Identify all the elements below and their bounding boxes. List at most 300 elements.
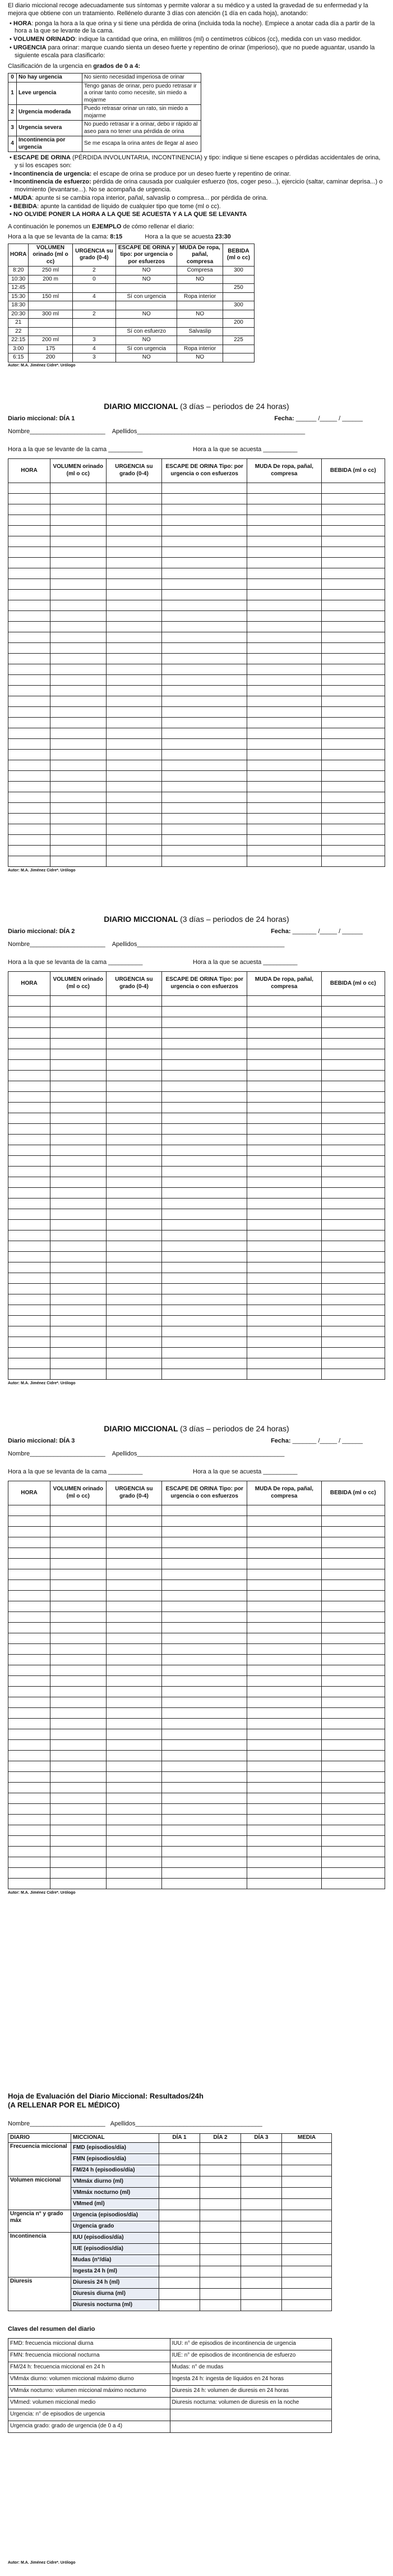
diary-cell[interactable] [162,1081,247,1091]
diary-cell[interactable] [321,621,385,632]
evaluation-cell[interactable] [282,2277,332,2288]
diary-cell[interactable] [162,504,247,515]
diary-cell[interactable] [8,738,50,749]
diary-cell[interactable] [321,1537,385,1548]
diary-cell[interactable] [162,589,247,600]
diary-cell[interactable] [247,1622,322,1633]
diary-cell[interactable] [247,1526,322,1537]
diary-cell[interactable] [247,642,322,653]
diary-cell[interactable] [162,1145,247,1155]
diary-cell[interactable] [106,1113,162,1123]
diary-cell[interactable] [321,1675,385,1686]
diary-cell[interactable] [50,1686,106,1697]
diary-cell[interactable] [50,1123,106,1134]
diary-cell[interactable] [162,995,247,1006]
diary-cell[interactable] [8,547,50,557]
diary-cell[interactable] [162,1782,247,1793]
diary-cell[interactable] [321,845,385,856]
diary-cell[interactable] [8,1358,50,1369]
diary-cell[interactable] [8,1729,50,1739]
diary-cell[interactable] [50,504,106,515]
diary-cell[interactable] [106,770,162,781]
diary-cell[interactable] [8,1230,50,1241]
diary-cell[interactable] [50,1878,106,1889]
diary-cell[interactable] [106,1516,162,1526]
diary-cell[interactable] [50,1283,106,1294]
diary-cell[interactable] [321,1358,385,1369]
diary-cell[interactable] [162,1867,247,1878]
diary-cell[interactable] [8,1326,50,1337]
diary-cell[interactable] [321,1049,385,1059]
diary-cell[interactable] [321,547,385,557]
diary-cell[interactable] [106,1305,162,1315]
diary-cell[interactable] [321,1739,385,1750]
evaluation-cell[interactable] [282,2221,332,2232]
diary-cell[interactable] [8,589,50,600]
diary-cell[interactable] [247,1315,322,1326]
diary-cell[interactable] [106,1675,162,1686]
evaluation-cell[interactable] [159,2142,200,2153]
diary-cell[interactable] [8,568,50,578]
evaluation-cell[interactable] [241,2243,282,2254]
diary-cell[interactable] [247,1283,322,1294]
diary-cell[interactable] [50,1305,106,1315]
diary-cell[interactable] [162,1326,247,1337]
diary-cell[interactable] [50,1145,106,1155]
evaluation-cell[interactable] [159,2210,200,2221]
diary-cell[interactable] [8,1241,50,1251]
diary-cell[interactable] [8,1155,50,1166]
diary-cell[interactable] [162,1241,247,1251]
diary-cell[interactable] [50,1049,106,1059]
date-field[interactable]: _______ /_____ / ______ [292,927,363,935]
diary-cell[interactable] [162,1166,247,1177]
diary-cell[interactable] [106,995,162,1006]
diary-cell[interactable] [247,1633,322,1643]
diary-cell[interactable] [50,1358,106,1369]
diary-cell[interactable] [8,1665,50,1675]
diary-cell[interactable] [8,1145,50,1155]
diary-cell[interactable] [50,1761,106,1771]
diary-cell[interactable] [50,834,106,845]
diary-cell[interactable] [162,515,247,525]
diary-cell[interactable] [247,1049,322,1059]
diary-cell[interactable] [50,1294,106,1305]
diary-cell[interactable] [247,1091,322,1102]
diary-cell[interactable] [8,1315,50,1326]
diary-cell[interactable] [247,1230,322,1241]
diary-cell[interactable] [106,1601,162,1611]
diary-cell[interactable] [8,1569,50,1579]
evaluation-cell[interactable] [241,2254,282,2266]
diary-cell[interactable] [247,1155,322,1166]
diary-cell[interactable] [162,1654,247,1665]
diary-cell[interactable] [106,1611,162,1622]
diary-cell[interactable] [321,1102,385,1113]
evaluation-cell[interactable] [200,2266,241,2277]
diary-cell[interactable] [8,1209,50,1219]
diary-cell[interactable] [247,1038,322,1049]
diary-cell[interactable] [106,1145,162,1155]
diary-cell[interactable] [162,781,247,792]
diary-cell[interactable] [162,1643,247,1654]
diary-cell[interactable] [106,1718,162,1729]
diary-cell[interactable] [247,1643,322,1654]
diary-cell[interactable] [247,1825,322,1835]
diary-cell[interactable] [50,1739,106,1750]
diary-cell[interactable] [162,1251,247,1262]
diary-cell[interactable] [321,738,385,749]
diary-cell[interactable] [321,813,385,824]
diary-cell[interactable] [8,1590,50,1601]
diary-cell[interactable] [162,1283,247,1294]
diary-cell[interactable] [247,1516,322,1526]
diary-cell[interactable] [162,1814,247,1825]
diary-cell[interactable] [162,1622,247,1633]
diary-cell[interactable] [247,1177,322,1187]
diary-cell[interactable] [8,525,50,536]
diary-cell[interactable] [247,1686,322,1697]
diary-cell[interactable] [106,685,162,696]
diary-cell[interactable] [247,1059,322,1070]
diary-cell[interactable] [162,856,247,866]
diary-cell[interactable] [321,1526,385,1537]
diary-cell[interactable] [247,792,322,802]
diary-cell[interactable] [162,1526,247,1537]
diary-cell[interactable] [321,557,385,568]
diary-cell[interactable] [106,834,162,845]
diary-cell[interactable] [162,1358,247,1369]
diary-cell[interactable] [162,802,247,813]
evaluation-cell[interactable] [241,2299,282,2311]
diary-cell[interactable] [162,1729,247,1739]
diary-cell[interactable] [106,781,162,792]
diary-cell[interactable] [247,760,322,770]
diary-cell[interactable] [247,1006,322,1017]
diary-cell[interactable] [50,1622,106,1633]
diary-cell[interactable] [8,1505,50,1516]
diary-cell[interactable] [106,706,162,717]
diary-cell[interactable] [247,685,322,696]
diary-cell[interactable] [321,1643,385,1654]
diary-cell[interactable] [162,547,247,557]
diary-cell[interactable] [50,515,106,525]
diary-cell[interactable] [50,1326,106,1337]
diary-cell[interactable] [50,1601,106,1611]
diary-cell[interactable] [8,1782,50,1793]
diary-cell[interactable] [106,1665,162,1675]
diary-cell[interactable] [162,1219,247,1230]
evaluation-cell[interactable] [200,2277,241,2288]
diary-cell[interactable] [247,834,322,845]
diary-cell[interactable] [106,1326,162,1337]
diary-cell[interactable] [8,1166,50,1177]
diary-cell[interactable] [247,802,322,813]
diary-cell[interactable] [321,1166,385,1177]
diary-cell[interactable] [247,1273,322,1283]
diary-cell[interactable] [106,653,162,664]
diary-cell[interactable] [162,1548,247,1558]
diary-cell[interactable] [8,1187,50,1198]
diary-cell[interactable] [50,1369,106,1379]
diary-cell[interactable] [247,632,322,642]
diary-cell[interactable] [8,1558,50,1569]
diary-cell[interactable] [50,1091,106,1102]
diary-cell[interactable] [247,1241,322,1251]
diary-cell[interactable] [50,1654,106,1665]
diary-cell[interactable] [162,1793,247,1803]
evaluation-cell[interactable] [282,2210,332,2221]
diary-cell[interactable] [50,1771,106,1782]
diary-cell[interactable] [321,1611,385,1622]
diary-cell[interactable] [8,1038,50,1049]
diary-cell[interactable] [8,664,50,674]
evaluation-cell[interactable] [282,2299,332,2311]
evaluation-cell[interactable] [200,2187,241,2198]
diary-cell[interactable] [162,1739,247,1750]
diary-cell[interactable] [321,1878,385,1889]
diary-cell[interactable] [106,1867,162,1878]
diary-cell[interactable] [247,1697,322,1707]
diary-cell[interactable] [162,1835,247,1846]
evaluation-cell[interactable] [282,2254,332,2266]
diary-cell[interactable] [50,1814,106,1825]
diary-cell[interactable] [8,1283,50,1294]
diary-cell[interactable] [106,1155,162,1166]
diary-cell[interactable] [8,1102,50,1113]
diary-cell[interactable] [106,504,162,515]
diary-cell[interactable] [162,653,247,664]
diary-cell[interactable] [162,1337,247,1347]
diary-cell[interactable] [106,525,162,536]
diary-cell[interactable] [247,1857,322,1867]
diary-cell[interactable] [106,589,162,600]
diary-cell[interactable] [50,1718,106,1729]
diary-cell[interactable] [247,728,322,738]
diary-cell[interactable] [8,642,50,653]
diary-cell[interactable] [106,568,162,578]
diary-cell[interactable] [50,1187,106,1198]
diary-cell[interactable] [321,1803,385,1814]
diary-cell[interactable] [247,525,322,536]
diary-cell[interactable] [247,717,322,728]
name-field[interactable]: ______________________ [30,1450,105,1458]
diary-cell[interactable] [321,493,385,504]
diary-cell[interactable] [321,1294,385,1305]
diary-cell[interactable] [50,1846,106,1857]
diary-cell[interactable] [321,1867,385,1878]
diary-cell[interactable] [8,1675,50,1686]
evaluation-cell[interactable] [159,2254,200,2266]
diary-cell[interactable] [50,1793,106,1803]
diary-cell[interactable] [162,1537,247,1548]
diary-cell[interactable] [321,1027,385,1038]
diary-cell[interactable] [106,1134,162,1145]
diary-cell[interactable] [247,589,322,600]
diary-cell[interactable] [247,1347,322,1358]
diary-cell[interactable] [162,1198,247,1209]
diary-cell[interactable] [321,1369,385,1379]
diary-cell[interactable] [162,525,247,536]
diary-cell[interactable] [8,1835,50,1846]
diary-cell[interactable] [106,1209,162,1219]
diary-cell[interactable] [162,685,247,696]
evaluation-cell[interactable] [200,2176,241,2187]
diary-cell[interactable] [8,1793,50,1803]
diary-cell[interactable] [162,770,247,781]
diary-cell[interactable] [8,1059,50,1070]
diary-cell[interactable] [8,1081,50,1091]
diary-cell[interactable] [162,738,247,749]
diary-cell[interactable] [162,1665,247,1675]
diary-cell[interactable] [247,1867,322,1878]
diary-cell[interactable] [321,1697,385,1707]
diary-cell[interactable] [162,1846,247,1857]
diary-cell[interactable] [321,802,385,813]
diary-cell[interactable] [8,1803,50,1814]
diary-cell[interactable] [321,995,385,1006]
diary-cell[interactable] [50,813,106,824]
diary-cell[interactable] [247,1771,322,1782]
diary-cell[interactable] [162,1113,247,1123]
wake-time-field[interactable]: __________ [108,446,143,453]
diary-cell[interactable] [50,696,106,706]
diary-cell[interactable] [50,1611,106,1622]
diary-cell[interactable] [8,1718,50,1729]
diary-cell[interactable] [162,1601,247,1611]
diary-cell[interactable] [321,856,385,866]
diary-cell[interactable] [162,834,247,845]
diary-cell[interactable] [106,1782,162,1793]
diary-cell[interactable] [247,1835,322,1846]
diary-cell[interactable] [247,995,322,1006]
diary-cell[interactable] [247,1793,322,1803]
diary-cell[interactable] [321,1771,385,1782]
diary-cell[interactable] [247,1219,322,1230]
diary-cell[interactable] [106,578,162,589]
diary-cell[interactable] [247,1548,322,1558]
diary-cell[interactable] [8,1654,50,1665]
diary-cell[interactable] [321,1718,385,1729]
diary-cell[interactable] [8,1771,50,1782]
diary-cell[interactable] [50,557,106,568]
diary-cell[interactable] [247,1326,322,1337]
diary-cell[interactable] [8,685,50,696]
diary-cell[interactable] [8,504,50,515]
diary-cell[interactable] [8,1548,50,1558]
diary-cell[interactable] [8,760,50,770]
diary-cell[interactable] [8,1177,50,1187]
diary-cell[interactable] [8,1516,50,1526]
diary-cell[interactable] [162,717,247,728]
diary-cell[interactable] [50,1262,106,1273]
diary-cell[interactable] [247,1601,322,1611]
diary-cell[interactable] [162,1369,247,1379]
diary-cell[interactable] [8,1091,50,1102]
diary-cell[interactable] [162,760,247,770]
diary-cell[interactable] [106,1771,162,1782]
diary-cell[interactable] [50,1017,106,1027]
wake-time-field[interactable]: __________ [108,959,143,966]
diary-cell[interactable] [321,1665,385,1675]
evaluation-cell[interactable] [282,2232,332,2243]
diary-cell[interactable] [247,1707,322,1718]
diary-cell[interactable] [50,1081,106,1091]
diary-cell[interactable] [8,610,50,621]
diary-cell[interactable] [321,1686,385,1697]
diary-cell[interactable] [162,557,247,568]
diary-cell[interactable] [106,1017,162,1027]
diary-cell[interactable] [247,1134,322,1145]
diary-cell[interactable] [50,1825,106,1835]
diary-cell[interactable] [106,1750,162,1761]
diary-cell[interactable] [247,1102,322,1113]
diary-cell[interactable] [106,1027,162,1038]
diary-cell[interactable] [247,1358,322,1369]
diary-cell[interactable] [8,1113,50,1123]
diary-cell[interactable] [8,1369,50,1379]
diary-cell[interactable] [162,1686,247,1697]
diary-cell[interactable] [106,515,162,525]
evaluation-cell[interactable] [159,2288,200,2299]
diary-cell[interactable] [50,1251,106,1262]
diary-cell[interactable] [8,1049,50,1059]
diary-cell[interactable] [106,1686,162,1697]
diary-cell[interactable] [321,1230,385,1241]
diary-cell[interactable] [106,1729,162,1739]
diary-cell[interactable] [50,717,106,728]
diary-cell[interactable] [162,632,247,642]
diary-cell[interactable] [162,1177,247,1187]
diary-cell[interactable] [50,568,106,578]
name-field[interactable]: ______________________ [30,2120,105,2127]
diary-cell[interactable] [162,1017,247,1027]
diary-cell[interactable] [321,1505,385,1516]
diary-cell[interactable] [8,824,50,834]
diary-cell[interactable] [162,493,247,504]
diary-cell[interactable] [50,664,106,674]
diary-cell[interactable] [321,1590,385,1601]
diary-cell[interactable] [106,493,162,504]
diary-cell[interactable] [106,536,162,547]
diary-cell[interactable] [247,1262,322,1273]
diary-cell[interactable] [50,632,106,642]
diary-cell[interactable] [162,1569,247,1579]
diary-cell[interactable] [247,674,322,685]
diary-cell[interactable] [321,1038,385,1049]
evaluation-cell[interactable] [282,2153,332,2165]
diary-cell[interactable] [50,1579,106,1590]
diary-cell[interactable] [162,1049,247,1059]
diary-cell[interactable] [321,1825,385,1835]
diary-cell[interactable] [50,1505,106,1516]
diary-cell[interactable] [106,1814,162,1825]
diary-cell[interactable] [162,1707,247,1718]
evaluation-cell[interactable] [241,2165,282,2176]
diary-cell[interactable] [50,1835,106,1846]
diary-cell[interactable] [321,1273,385,1283]
evaluation-cell[interactable] [200,2288,241,2299]
diary-cell[interactable] [50,760,106,770]
diary-cell[interactable] [247,1569,322,1579]
diary-cell[interactable] [50,1707,106,1718]
diary-cell[interactable] [162,1262,247,1273]
diary-cell[interactable] [247,1123,322,1134]
date-field[interactable]: ______ /_____ / ______ [295,415,363,422]
diary-cell[interactable] [8,1697,50,1707]
diary-cell[interactable] [8,515,50,525]
diary-cell[interactable] [8,1219,50,1230]
